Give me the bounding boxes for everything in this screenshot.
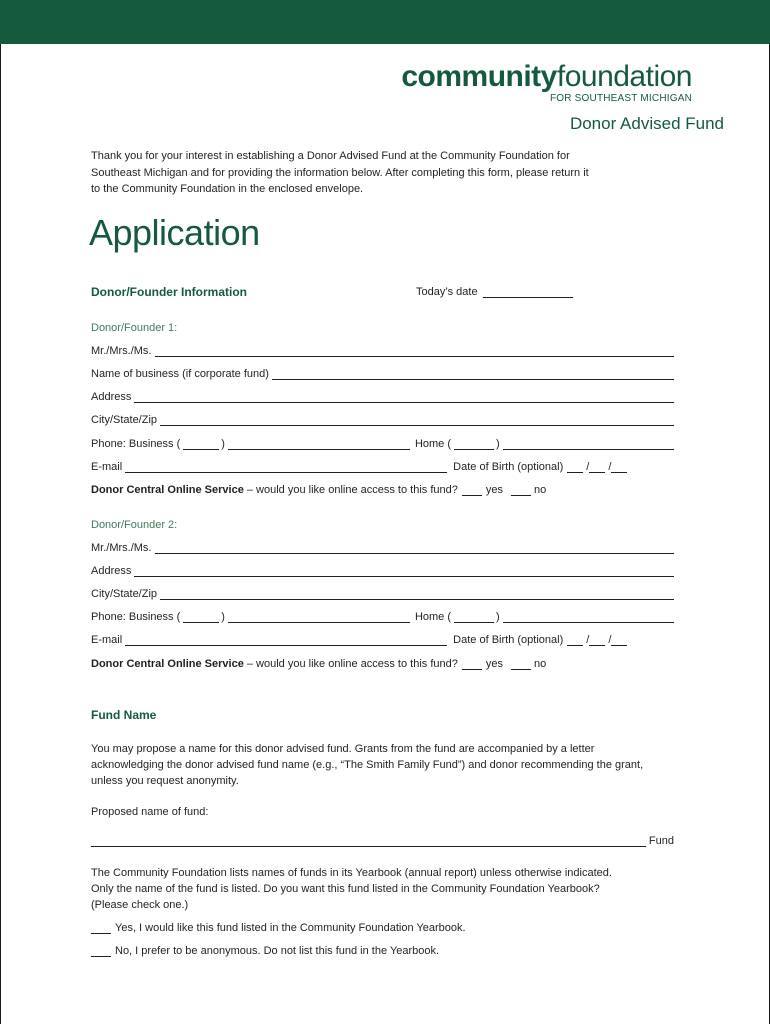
todays-date-label: Today’s date — [416, 286, 478, 298]
donor2-heading: Donor/Founder 2: — [91, 519, 178, 531]
donor1-dob-day[interactable] — [589, 463, 605, 473]
donor2-online-field — [91, 658, 674, 670]
donor2-home-phone-input[interactable] — [503, 613, 674, 623]
header-bar — [0, 0, 770, 44]
fund-name-explanation — [91, 741, 681, 789]
donor2-name-input[interactable] — [155, 544, 675, 554]
online-service-question: – would you like online access to this fund? — [243, 484, 458, 496]
proposed-name-input[interactable] — [91, 837, 646, 847]
todays-date-field[interactable] — [416, 286, 573, 298]
page-title: Application — [89, 212, 260, 253]
todays-date-input[interactable] — [483, 288, 573, 298]
donor1-dob-year[interactable] — [611, 463, 627, 473]
option-label: Yes, I would like this fund listed in the Community Foundation Yearbook. — [115, 922, 466, 934]
donor2-city-input[interactable] — [160, 590, 674, 600]
field-label: Date of Birth (optional) — [453, 461, 564, 473]
yearbook-explanation — [91, 865, 681, 913]
donor1-business-field[interactable] — [91, 368, 674, 380]
proposed-name-label: Proposed name of fund: — [91, 806, 209, 818]
donor2-dob-month[interactable] — [567, 636, 583, 646]
field-label: Name of business (if corporate fund) — [91, 368, 269, 380]
paragraph-line: (Please check one.) — [91, 899, 189, 911]
paragraph-line: unless you request anonymity. — [91, 775, 239, 787]
donor2-email-field[interactable]: E-mail Date of Birth (optional) / / — [91, 634, 631, 646]
donor2-dob-year[interactable] — [611, 636, 627, 646]
donor1-city-field[interactable] — [91, 414, 674, 426]
donor2-email-input[interactable] — [125, 636, 447, 646]
paren: ) — [221, 438, 225, 450]
donor2-online-yes-blank[interactable] — [462, 660, 482, 670]
field-label: Address — [91, 391, 132, 403]
field-label: City/State/Zip — [91, 414, 158, 426]
donor1-email-field[interactable]: E-mail Date of Birth (optional) / / — [91, 461, 631, 473]
paragraph-line: You may propose a name for this donor advised fund. Grants from the fund are accompanied by a letter — [91, 743, 595, 755]
option-label: No, I prefer to be anonymous. Do not list this fund in the Yearbook. — [115, 945, 440, 957]
field-label: Phone: Business ( — [91, 438, 181, 450]
online-service-question: – would you like online access to this fund? — [243, 658, 458, 670]
donor1-home-phone-input[interactable] — [503, 440, 674, 450]
donor1-name-field[interactable] — [91, 345, 674, 357]
donor1-heading: Donor/Founder 1: — [91, 322, 178, 334]
paragraph-line: acknowledging the donor advised fund name (e.g., “The Smith Family Fund”) and donor recommending the grant, — [91, 759, 644, 771]
logo-foundation: foundation — [556, 60, 692, 93]
fund-section-heading: Fund Name — [91, 708, 157, 722]
online-service-label: Donor Central Online Service — [91, 484, 244, 496]
intro-line: to the Community Foundation in the enclosed envelope. — [91, 183, 364, 195]
yearbook-no-checkbox[interactable] — [91, 947, 111, 957]
donor2-address-field[interactable] — [91, 565, 674, 577]
document-title: Donor Advised Fund — [569, 114, 724, 133]
donor-section-heading: Donor/Founder Information — [91, 285, 247, 299]
field-label: Home ( — [414, 611, 452, 623]
donor1-home-area-code[interactable] — [454, 440, 494, 450]
no-label: no — [533, 484, 547, 496]
paragraph-line: The Community Foundation lists names of funds in its Yearbook (annual report) unless otherwise indicated. — [91, 867, 612, 879]
donor1-business-area-code[interactable] — [183, 440, 219, 450]
field-label: Date of Birth (optional) — [453, 634, 564, 646]
donor1-business-phone-input[interactable] — [228, 440, 410, 450]
yearbook-yes-checkbox[interactable] — [91, 924, 111, 934]
donor1-dob-month[interactable] — [567, 463, 583, 473]
yearbook-option-yes[interactable] — [91, 922, 674, 934]
yes-label: yes — [485, 484, 503, 496]
fund-suffix: Fund — [648, 835, 674, 847]
paren: ) — [496, 611, 500, 623]
intro-line: Thank you for your interest in establishing a Donor Advised Fund at the Community Foundation for — [91, 150, 570, 162]
logo-community: community — [401, 60, 557, 93]
logo-subtitle: FOR SOUTHEAST MICHIGAN — [549, 93, 692, 104]
online-service-label: Donor Central Online Service — [91, 658, 244, 670]
logo — [401, 62, 692, 104]
donor1-address-field[interactable] — [91, 391, 674, 403]
donor1-online-no-blank[interactable] — [511, 486, 531, 496]
donor1-address-input[interactable] — [134, 393, 674, 403]
field-label: Mr./Mrs./Ms. — [91, 345, 152, 357]
intro-text — [91, 148, 631, 198]
donor1-name-input[interactable] — [155, 347, 675, 357]
field-label: E-mail — [91, 461, 123, 473]
paren: ) — [221, 611, 225, 623]
donor1-email-input[interactable] — [125, 463, 447, 473]
donor1-online-yes-blank[interactable] — [462, 486, 482, 496]
field-label: Mr./Mrs./Ms. — [91, 542, 152, 554]
donor2-home-area-code[interactable] — [454, 613, 494, 623]
field-label: E-mail — [91, 634, 123, 646]
paren: ) — [496, 438, 500, 450]
donor2-phone-field[interactable] — [91, 611, 674, 623]
intro-line: Southeast Michigan and for providing the information below. After completing this form, please return it — [91, 166, 589, 179]
no-label: no — [533, 658, 547, 670]
donor1-business-input[interactable] — [272, 370, 674, 380]
field-label: Home ( — [414, 438, 452, 450]
donor2-business-area-code[interactable] — [183, 613, 219, 623]
donor2-business-phone-input[interactable] — [228, 613, 410, 623]
donor1-phone-field[interactable] — [91, 438, 674, 450]
donor2-dob-day[interactable] — [589, 636, 605, 646]
donor2-online-no-blank[interactable] — [511, 660, 531, 670]
field-label: Phone: Business ( — [91, 611, 181, 623]
paragraph-line: Only the name of the fund is listed. Do you want this fund listed in the Community Foundation Yearbook? — [91, 883, 600, 895]
yes-label: yes — [485, 658, 503, 670]
field-label: Address — [91, 565, 132, 577]
donor1-online-field — [91, 484, 674, 496]
donor2-name-field[interactable] — [91, 542, 674, 554]
yearbook-option-no[interactable] — [91, 945, 674, 957]
donor2-address-input[interactable] — [134, 567, 674, 577]
donor2-city-field[interactable] — [91, 588, 674, 600]
donor1-city-input[interactable] — [160, 416, 674, 426]
field-label: City/State/Zip — [91, 588, 158, 600]
proposed-name-field[interactable] — [91, 835, 674, 847]
